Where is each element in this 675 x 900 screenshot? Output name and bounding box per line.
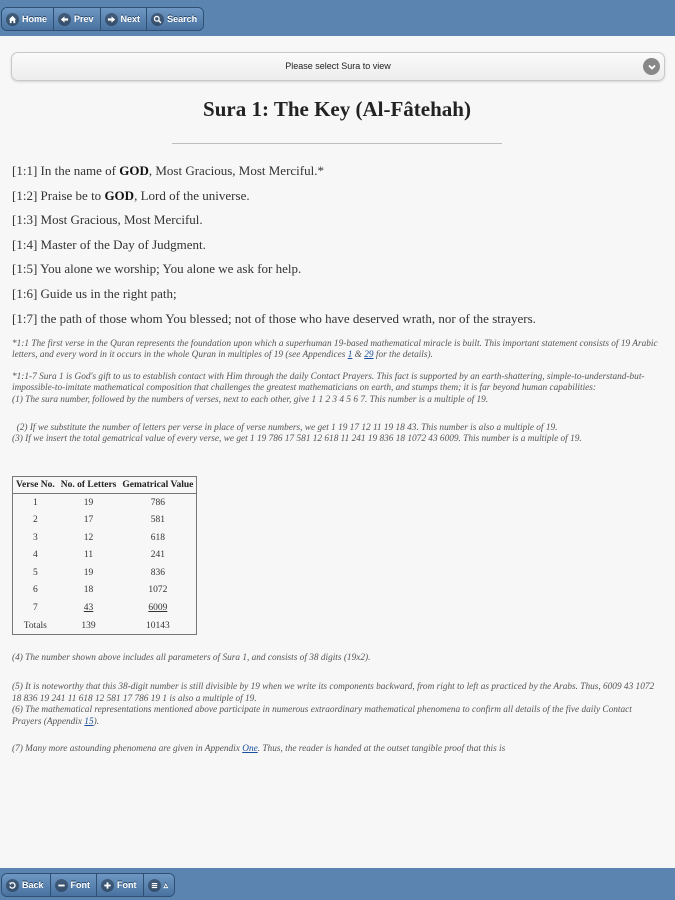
table-row: 2 17 581 bbox=[32, 515, 165, 526]
footnote-2-part: (2) If we substitute the number of letters per verse in place of verse numbers, we get 1 19 17 12 11 19 18 43. This number is also a multiple of 19. (3) If we insert the total gematrical value of every verse, we get 1 19 786 17 581 12 618 11 241 19 836 18 1072 43 6009. This number is a multiple of 19. bbox=[12, 422, 582, 445]
prev-label: Prev bbox=[74, 14, 94, 24]
search-icon bbox=[151, 13, 164, 26]
back-button[interactable] bbox=[2, 874, 51, 896]
table-row: 3 12 618 bbox=[32, 532, 165, 543]
footnote-1: *1:1 The first verse in the Quran represents the foundation upon which a superhuman 19-based mathematical miracle is built. This important statement consists of 19 Arabic letters, and every word in it occurs in the whole Quran in multiples of 19 (see Appendices 1 & 29 for the details). bbox=[12, 338, 658, 361]
nav-button-group bbox=[1, 7, 204, 31]
table-header: Verse No. bbox=[13, 476, 58, 493]
table-row: 6 18 1072 bbox=[32, 585, 168, 596]
next-label: Next bbox=[120, 14, 141, 24]
god-word: GOD bbox=[104, 187, 135, 203]
table-row: 4 11 241 bbox=[32, 550, 165, 561]
bottom-button-group bbox=[1, 873, 175, 897]
verse: [1:1] In the name of GOD, Most Gracious, Most Merciful.* bbox=[12, 163, 324, 178]
sura-select[interactable] bbox=[11, 52, 665, 81]
home-button[interactable] bbox=[2, 8, 54, 30]
back-icon bbox=[6, 879, 19, 892]
footnote-2: *1:1-7 Sura 1 is God's gift to us to establish contact with Him through the daily Contact Prayers. This fact is supported by an earth-shattering, simple-to-understand-but-impossible-to-imitate mathematical composition that challenges the greatest mathematicians on earth, and stumps them; it is far beyond human capabilities: (1) The sura number, followed by the numbers of verses, next to each other, give 1 1 2 3 4 5 6 7. This number is a multiple of 19. bbox=[12, 371, 645, 405]
sura-content bbox=[12, 80, 662, 756]
sura-select-label: Please select Sura to view bbox=[285, 61, 391, 71]
top-toolbar bbox=[0, 0, 675, 36]
god-word: GOD bbox=[119, 163, 149, 178]
verse: [1:7] the path of those whom You blessed; not of those who have deserved wrath, nor of the strayers. bbox=[12, 310, 536, 326]
footnote-4: (4) The number shown above includes all parameters of Sura 1, and consists of 38 digits (19x2). bbox=[12, 653, 371, 664]
table-header: Gematrical Value bbox=[119, 476, 196, 493]
table-header: No. of Letters bbox=[58, 476, 120, 493]
font-decrease-label: Font bbox=[70, 880, 91, 890]
home-icon bbox=[6, 13, 19, 26]
minus-icon bbox=[55, 879, 68, 892]
menu-label: ▵ bbox=[163, 879, 169, 890]
chevron-down-icon bbox=[643, 58, 660, 75]
verse: [1:3] Most Gracious, Most Merciful. bbox=[12, 212, 203, 228]
verse: [1:2] Praise be to GOD, Lord of the universe. bbox=[12, 187, 250, 203]
bottom-toolbar bbox=[0, 868, 675, 900]
title-divider bbox=[172, 143, 502, 144]
footnote-5: (5) It is noteworthy that this 38-digit number is still divisible by 19 when we write its components backward, from right to left as practiced by the Arabs. Thus, 6009 43 1072 18 836 19 241 11 618 12 581 17 786 19 1 is also a multiple of 19. bbox=[12, 682, 655, 704]
page-title: Sura 1: The Key (Al-Fâtehah) bbox=[203, 97, 471, 121]
table-row-totals: Totals 139 10143 bbox=[23, 620, 170, 631]
search-button[interactable] bbox=[147, 8, 203, 30]
back-label: Back bbox=[22, 880, 44, 890]
letters-table bbox=[12, 476, 197, 636]
verse-list bbox=[12, 163, 662, 327]
arrow-left-icon bbox=[58, 13, 71, 26]
arrow-right-icon bbox=[105, 13, 118, 26]
footnote-7: (7) Many more astounding phenomena are given in Appendix One. Thus, the reader is handed at the outset tangible proof that this is bbox=[12, 744, 506, 755]
menu-icon bbox=[148, 879, 161, 892]
appendix-link[interactable]: 29 bbox=[364, 350, 374, 361]
font-increase-button[interactable] bbox=[97, 874, 144, 896]
next-button[interactable] bbox=[101, 8, 148, 30]
plus-icon bbox=[101, 879, 114, 892]
menu-button[interactable] bbox=[144, 874, 175, 896]
font-decrease-button[interactable] bbox=[51, 874, 98, 896]
font-increase-label: Font bbox=[117, 880, 137, 890]
home-label: Home bbox=[22, 14, 48, 24]
search-label: Search bbox=[167, 14, 198, 24]
table-row: 1 19 786 bbox=[32, 497, 165, 508]
verse: [1:5] You alone we worship; You alone we ask for help. bbox=[12, 261, 302, 277]
table-row: 5 19 836 bbox=[32, 567, 165, 578]
verse: [1:4] Master of the Day of Judgment. bbox=[12, 236, 206, 252]
appendix-link[interactable]: One bbox=[242, 744, 258, 755]
verse: [1:6] Guide us in the right path; bbox=[12, 285, 177, 301]
footnote-6: (6) The mathematical representations mentioned above participate in numerous extraordinary mathematical phenomena to confirm all details of the five daily Contact Prayers (Appendix 15). bbox=[12, 705, 632, 727]
appendix-link[interactable]: 15 bbox=[84, 716, 94, 727]
prev-button[interactable] bbox=[54, 8, 101, 30]
appendix-link[interactable]: 1 bbox=[347, 350, 353, 361]
table-row: 7 43 6009 bbox=[32, 603, 168, 614]
